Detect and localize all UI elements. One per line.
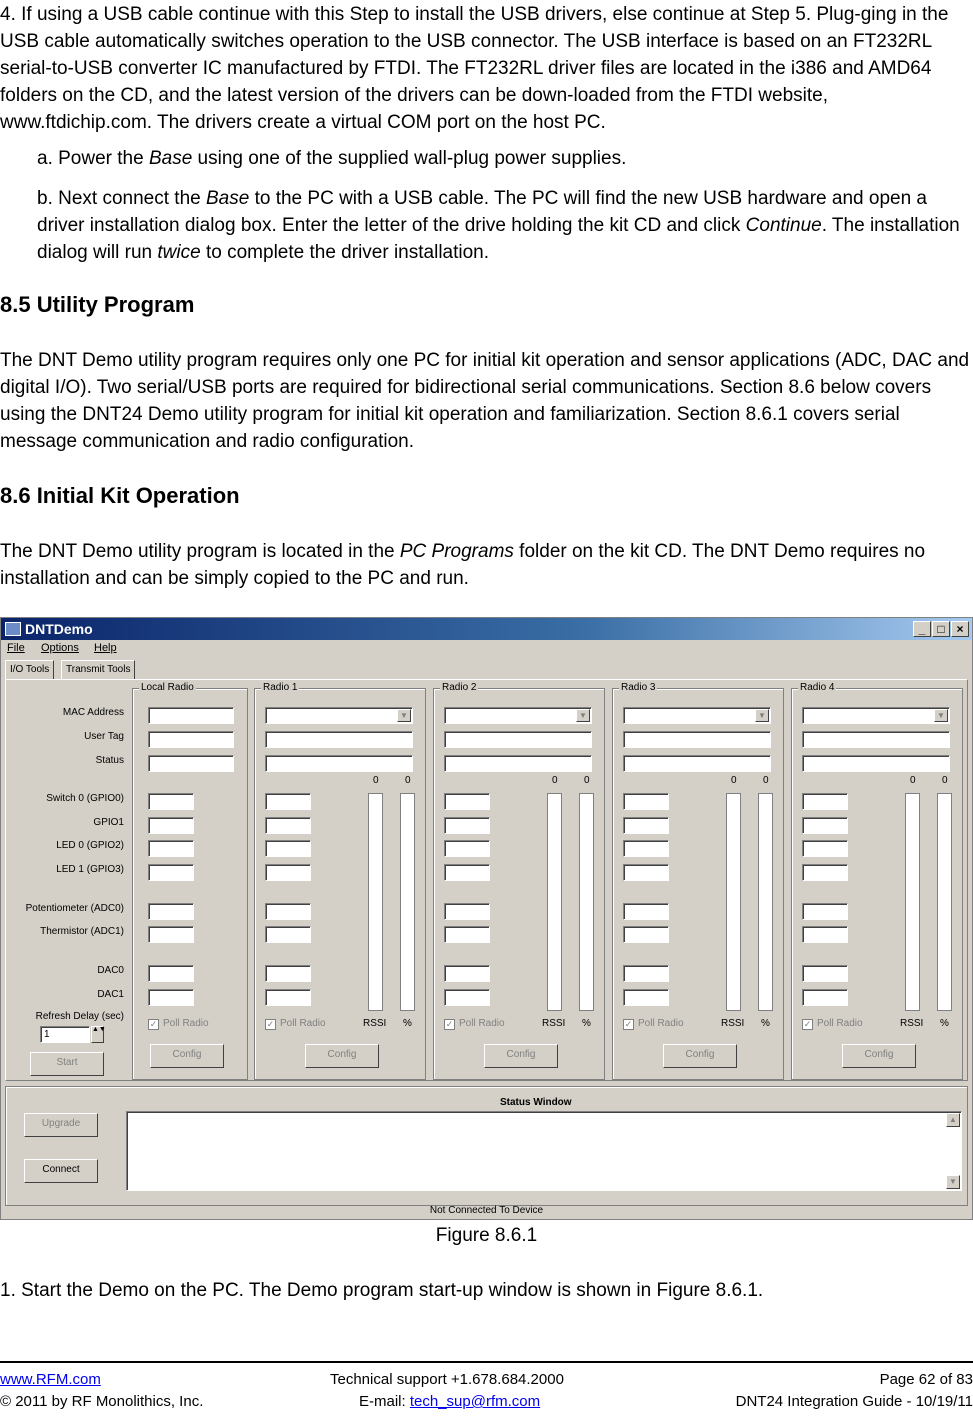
scroll-up-icon[interactable]: ▲ <box>946 1113 960 1127</box>
radio2-rssi-label: RSSI <box>542 1018 566 1029</box>
step4-paragraph: 4. If using a USB cable continue with this Step to install the USB drivers, else continue at Step 5. Plug-ging in the USB cable automatically switches operation to the USB connector. The USB interface is based on an FT232RL serial-to-USB converter IC manufactured by FTDI. The FT232RL driver files are located in the i386 and AMD64 folders on the CD, and the latest version of the drivers can be down-loaded from the FTDI website, www.ftdichip.com. The drivers create a virtual COM port on the host PC. <box>0 4 949 133</box>
radio2-usertag-field[interactable] <box>444 731 592 748</box>
chevron-down-icon[interactable]: ▼ <box>934 709 948 722</box>
radio1-status-field[interactable] <box>265 755 413 772</box>
radio1-usertag-field[interactable] <box>265 731 413 748</box>
radio3-usertag-field[interactable] <box>623 731 771 748</box>
local-mac-field[interactable] <box>148 707 234 724</box>
section85-body: The DNT Demo utility program requires only one PC for initial kit operation and sensor applications (ADC, DAC and digital I/O). Two serial/USB ports are required for bidirectional serial communications. Section 8.6 below covers using the DNT24 Demo utility program for initial kit operation and familiarization. Section 8.6.1 covers serial message communication and radio configuration. <box>0 350 970 452</box>
radio1-config-button[interactable]: Config <box>305 1044 379 1068</box>
radio3-gpio1-field[interactable] <box>623 817 669 834</box>
radio2-adc0-field[interactable] <box>444 903 490 920</box>
label-led0: LED 0 (GPIO2) <box>56 840 124 851</box>
radio4-group <box>791 682 963 1080</box>
upgrade-button[interactable]: Upgrade <box>24 1113 98 1137</box>
radio1-poll-checkbox[interactable]: ✓ <box>266 1019 275 1029</box>
local-config-button[interactable]: Config <box>150 1044 224 1068</box>
radio3-pct-zero: 0 <box>763 775 769 786</box>
radio1-mac-combo[interactable] <box>265 707 413 724</box>
radio2-switch0-field[interactable] <box>444 793 490 810</box>
radio2-pct-zero: 0 <box>584 775 590 786</box>
radio3-pct-label: % <box>761 1018 770 1029</box>
local-radio-group <box>132 682 248 1080</box>
radio1-group <box>254 682 426 1080</box>
radio4-rssi-zero: 0 <box>910 775 916 786</box>
label-potentiometer: Potentiometer (ADC0) <box>25 903 124 914</box>
app-icon <box>5 622 21 636</box>
label-status: Status <box>95 755 124 766</box>
radio3-dac0-field[interactable] <box>623 965 669 982</box>
local-adc1-field[interactable] <box>148 926 194 943</box>
radio4-led0-field[interactable] <box>802 840 848 857</box>
menu-file[interactable]: File <box>7 642 25 654</box>
menu-help[interactable]: Help <box>94 642 117 654</box>
dntdemo-window <box>0 617 973 1220</box>
title-bar <box>1 618 972 640</box>
radio3-dac1-field[interactable] <box>623 989 669 1006</box>
label-dac1: DAC1 <box>97 989 124 1000</box>
radio3-group <box>612 682 784 1080</box>
radio3-label: Radio 3 <box>621 682 656 693</box>
label-dac0: DAC0 <box>97 965 124 976</box>
label-switch0: Switch 0 (GPIO0) <box>46 793 124 804</box>
radio4-pct-zero: 0 <box>942 775 948 786</box>
local-led0-field[interactable] <box>148 840 194 857</box>
radio1-label: Radio 1 <box>263 682 298 693</box>
local-switch0-field[interactable] <box>148 793 194 810</box>
radio1-poll-label: Poll Radio <box>280 1018 326 1029</box>
radio3-led0-field[interactable] <box>623 840 669 857</box>
menu-bar <box>1 640 972 658</box>
radio2-group <box>433 682 605 1080</box>
radio3-config-button[interactable]: Config <box>663 1044 737 1068</box>
radio2-pct-bar <box>579 793 594 1011</box>
radio4-gpio1-field[interactable] <box>802 817 848 834</box>
radio1-dac1-field[interactable] <box>265 989 311 1006</box>
step4a: a. Power the Base using one of the supplied wall-plug power supplies. <box>37 148 627 169</box>
step1-paragraph: 1. Start the Demo on the PC. The Demo program start-up window is shown in Figure 8.6.1. <box>0 1280 764 1301</box>
radio1-switch0-field[interactable] <box>265 793 311 810</box>
status-bar-text: Not Connected To Device <box>429 1205 544 1216</box>
local-poll-checkbox[interactable]: ✓ <box>149 1019 158 1029</box>
footer-guide: DNT24 Integration Guide - 10/19/11 <box>735 1393 973 1410</box>
radio4-led1-field[interactable] <box>802 864 848 881</box>
tab-transmit-tools[interactable]: Transmit Tools <box>61 660 135 680</box>
heading-8-6: 8.6 Initial Kit Operation <box>0 483 240 508</box>
radio3-rssi-label: RSSI <box>721 1018 745 1029</box>
section86-body: The DNT Demo utility program is located in the PC Programs folder on the kit CD. The DNT Demo requires no installation and can be simply copied to the PC and run. <box>0 541 926 589</box>
chevron-down-icon[interactable]: ▼ <box>755 709 769 722</box>
radio2-dac0-field[interactable] <box>444 965 490 982</box>
radio4-adc1-field[interactable] <box>802 926 848 943</box>
label-led1: LED 1 (GPIO3) <box>56 864 124 875</box>
label-refresh-delay: Refresh Delay (sec) <box>35 1011 124 1022</box>
radio2-led1-field[interactable] <box>444 864 490 881</box>
radio2-label: Radio 2 <box>442 682 477 693</box>
footer-rule <box>0 1361 973 1363</box>
local-dac1-field[interactable] <box>148 989 194 1006</box>
radio3-poll-label: Poll Radio <box>638 1018 684 1029</box>
radio1-led0-field[interactable] <box>265 840 311 857</box>
maximize-icon[interactable]: □ <box>932 621 950 637</box>
label-mac-address: MAC Address <box>62 707 124 718</box>
footer-copyright: © 2011 by RF Monolithics, Inc. <box>0 1393 204 1410</box>
radio1-adc1-field[interactable] <box>265 926 311 943</box>
minimize-icon[interactable]: _ <box>913 621 931 637</box>
radio1-led1-field[interactable] <box>265 864 311 881</box>
start-button[interactable]: Start <box>30 1052 104 1076</box>
radio3-mac-combo[interactable] <box>623 707 771 724</box>
radio4-dac0-field[interactable] <box>802 965 848 982</box>
radio4-label: Radio 4 <box>800 682 835 693</box>
radio2-dac1-field[interactable] <box>444 989 490 1006</box>
radio4-poll-checkbox[interactable]: ✓ <box>803 1019 812 1029</box>
heading-8-5: 8.5 Utility Program <box>0 292 195 317</box>
radio3-adc1-field[interactable] <box>623 926 669 943</box>
radio1-pct-zero: 0 <box>405 775 411 786</box>
local-gpio1-field[interactable] <box>148 817 194 834</box>
radio4-config-button[interactable]: Config <box>842 1044 916 1068</box>
local-poll-label: Poll Radio <box>163 1018 209 1029</box>
chevron-down-icon[interactable]: ▼ <box>576 709 590 722</box>
radio4-pct-label: % <box>940 1018 949 1029</box>
local-adc0-field[interactable] <box>148 903 194 920</box>
email-link[interactable]: tech_sup@rfm.com <box>409 1393 541 1410</box>
radio2-mac-combo[interactable] <box>444 707 592 724</box>
radio2-config-button[interactable]: Config <box>484 1044 558 1068</box>
refresh-delay-input[interactable]: 1 <box>40 1026 90 1043</box>
radio2-gpio1-field[interactable] <box>444 817 490 834</box>
radio3-pct-bar <box>758 793 773 1011</box>
io-tools-panel <box>5 679 968 1081</box>
radio4-poll-label: Poll Radio <box>817 1018 863 1029</box>
close-icon[interactable]: × <box>951 621 969 637</box>
radio4-rssi-label: RSSI <box>900 1018 924 1029</box>
radio1-pct-label: % <box>403 1018 412 1029</box>
radio1-gpio1-field[interactable] <box>265 817 311 834</box>
radio3-led1-field[interactable] <box>623 864 669 881</box>
label-gpio1: GPIO1 <box>93 817 124 828</box>
radio1-pct-bar <box>400 793 415 1011</box>
window-title: DNTDemo <box>25 621 93 637</box>
radio1-rssi-label: RSSI <box>363 1018 387 1029</box>
radio3-rssi-bar <box>726 793 741 1011</box>
tab-io-tools[interactable]: I/O Tools <box>5 660 54 680</box>
radio2-led0-field[interactable] <box>444 840 490 857</box>
radio1-rssi-bar <box>368 793 383 1011</box>
scroll-down-icon[interactable]: ▼ <box>946 1175 960 1189</box>
footer-email: E-mail: tech_sup@rfm.com <box>359 1393 541 1410</box>
radio4-dac1-field[interactable] <box>802 989 848 1006</box>
local-led1-field[interactable] <box>148 864 194 881</box>
radio2-poll-checkbox[interactable]: ✓ <box>445 1019 454 1029</box>
status-window-label: Status Window <box>500 1097 572 1108</box>
menu-options[interactable]: Options <box>41 642 79 654</box>
radio2-rssi-bar <box>547 793 562 1011</box>
radio4-status-field[interactable] <box>802 755 950 772</box>
radio2-poll-label: Poll Radio <box>459 1018 505 1029</box>
radio4-rssi-bar <box>905 793 920 1011</box>
footer-support: Technical support +1.678.684.2000 <box>330 1371 564 1388</box>
local-radio-label: Local Radio <box>141 682 194 693</box>
radio3-switch0-field[interactable] <box>623 793 669 810</box>
radio3-rssi-zero: 0 <box>731 775 737 786</box>
label-thermistor: Thermistor (ADC1) <box>40 926 124 937</box>
radio2-rssi-zero: 0 <box>552 775 558 786</box>
radio4-switch0-field[interactable] <box>802 793 848 810</box>
radio3-adc0-field[interactable] <box>623 903 669 920</box>
radio4-adc0-field[interactable] <box>802 903 848 920</box>
connect-button[interactable]: Connect <box>24 1159 98 1183</box>
radio1-adc0-field[interactable] <box>265 903 311 920</box>
row-labels <box>6 680 124 1080</box>
radio4-usertag-field[interactable] <box>802 731 950 748</box>
refresh-spinner[interactable]: ▲▼ <box>91 1026 104 1043</box>
footer-website[interactable]: www.RFM.com <box>0 1371 101 1388</box>
radio2-status-field[interactable] <box>444 755 592 772</box>
step4b: b. Next connect the Base to the PC with a USB cable. The PC will find the new USB hardware and open a driver installation dialog box. Enter the letter of the drive holding the kit CD and click Continue. The installation dialog will run twice to complete the driver installation. <box>37 188 960 263</box>
status-group <box>5 1086 968 1206</box>
footer-page: Page 62 of 83 <box>879 1371 973 1388</box>
radio2-pct-label: % <box>582 1018 591 1029</box>
local-usertag-field[interactable] <box>148 731 234 748</box>
radio4-mac-combo[interactable] <box>802 707 950 724</box>
local-status-field[interactable] <box>148 755 234 772</box>
local-dac0-field[interactable] <box>148 965 194 982</box>
chevron-down-icon[interactable]: ▼ <box>397 709 411 722</box>
label-user-tag: User Tag <box>84 731 124 742</box>
radio3-status-field[interactable] <box>623 755 771 772</box>
radio4-pct-bar <box>937 793 952 1011</box>
radio2-adc1-field[interactable] <box>444 926 490 943</box>
radio3-poll-checkbox[interactable]: ✓ <box>624 1019 633 1029</box>
radio1-rssi-zero: 0 <box>373 775 379 786</box>
status-window-text[interactable] <box>126 1111 962 1191</box>
figure-caption: Figure 8.6.1 <box>435 1225 538 1246</box>
radio1-dac0-field[interactable] <box>265 965 311 982</box>
